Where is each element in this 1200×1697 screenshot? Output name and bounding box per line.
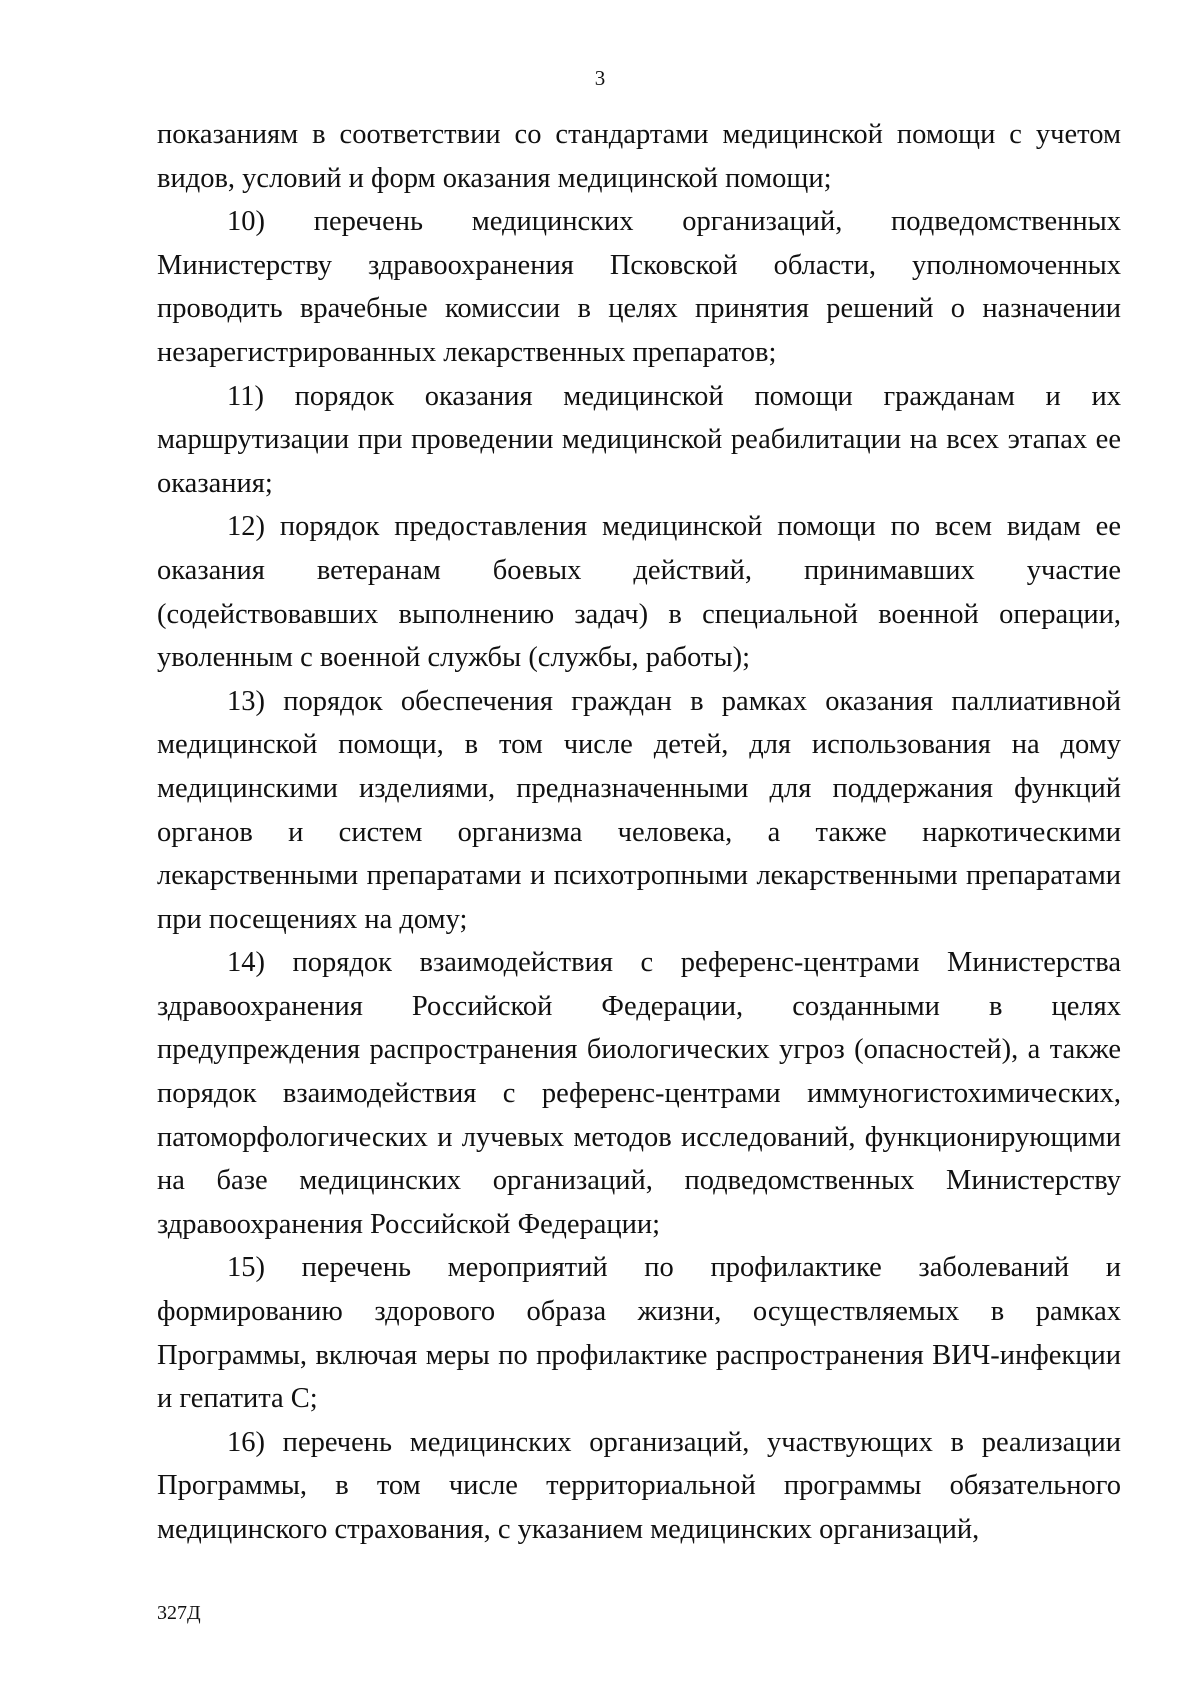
document-body [157, 113, 1121, 1552]
list-item-15: 15) перечень мероприятий по профилактике заболеваний и формированию здорового образа жизни, осуществляемых в рамках Программы, включая меры по профилактике распространения ВИЧ-инфекции и гепатита С; [157, 1252, 1121, 1415]
document-code: 327Д [157, 1602, 201, 1624]
list-item-11: 11) порядок оказания медицинской помощи гражданам и их маршрутизации при проведении медицинской реабилитации на всех этапах ее оказания; [157, 380, 1121, 499]
list-item-13: 13) порядок обеспечения граждан в рамках оказания паллиативной медицинской помощи, в том числе детей, для использования на дому медицинскими изделиями, предназначенными для поддержания функций органов и систем организма человека, а также наркотическими лекарственными препаратами и психотропными лекарственными препаратами при посещениях на дому; [157, 685, 1121, 935]
list-item-10: 10) перечень медицинских организаций, подведомственных Министерству здравоохранения Псковской области, уполномоченных проводить врачебные комиссии в целях принятия решений о назначении незарегистрированных лекарственных препаратов; [157, 206, 1121, 368]
page-number: 3 [594, 66, 606, 90]
list-item-14: 14) порядок взаимодействия с референс-центрами Министерства здравоохранения Российской Федерации, созданными в целях предупреждения распространения биологических угроз (опасностей), а также порядок взаимодействия с референс-центрами иммуногистохимических, патоморфологических и лучевых методов исследований, функционирующими на базе медицинских организаций, подведомственных Министерству здравоохранения Российской Федерации; [157, 947, 1121, 1240]
list-item-16: 16) перечень медицинских организаций, участвующих в реализации Программы, в том числе территориальной программы обязательного медицинского страхования, с указанием медицинских организаций, [157, 1426, 1121, 1545]
paragraph-continuation: показаниям в соответствии со стандартами медицинской помощи с учетом видов, условий и форм оказания медицинской помощи; [157, 119, 1121, 194]
list-item-12: 12) порядок предоставления медицинской помощи по всем видам ее оказания ветеранам боевых действий, принимавших участие (содействовавших выполнению задач) в специальной военной операции, уволенным с военной службы (службы, работы); [157, 511, 1121, 674]
